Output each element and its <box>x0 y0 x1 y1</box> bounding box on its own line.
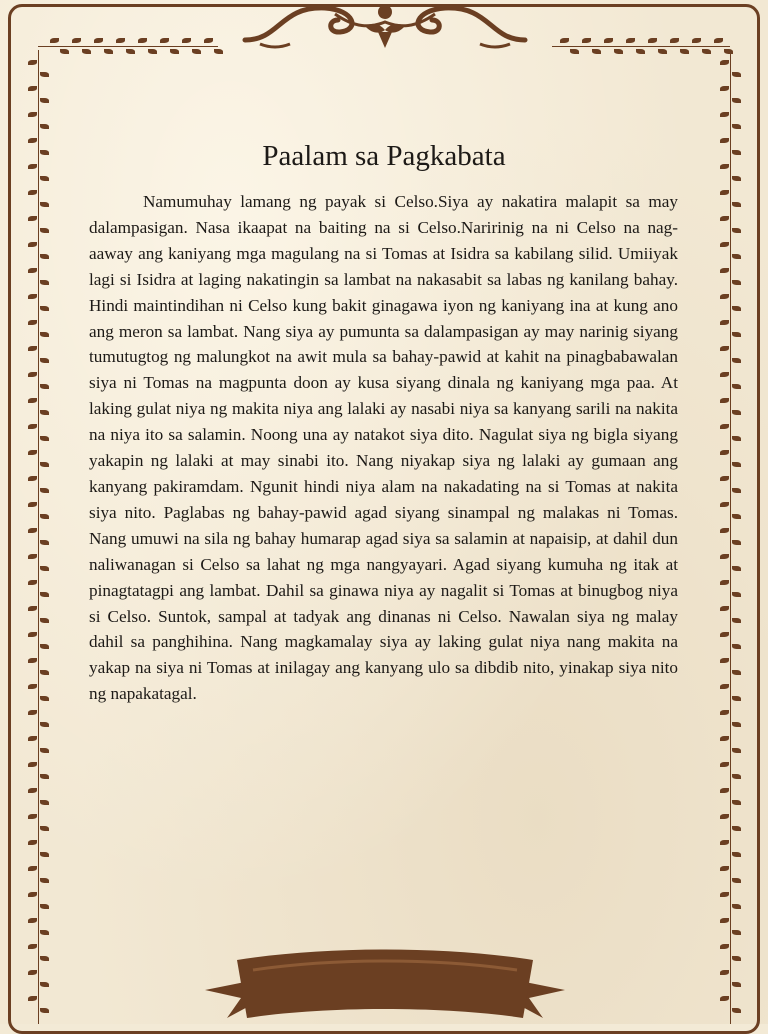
vine-leaf <box>732 436 741 441</box>
vine-leaf <box>732 124 741 129</box>
vine-leaf <box>28 606 37 611</box>
vine-leaf <box>732 852 741 857</box>
vine-leaf <box>720 788 729 793</box>
vine-leaf <box>28 190 37 195</box>
story-paragraph: Namumuhay lamang ng payak si Celso.Siya ay nakatira malapit sa may dalampasigan. Nasa ikaapat na baiting na si Celso.Naririnig na ni Celso na nag-aaway ang kaniyang mga magulang na si Tomas at Isidra sa kabilang silid. Umiiyak lagi si Isidra at laging nakatingin sa lambat na nakasabit sa labas ng kanilang bahay. Hindi maintindihan ni Celso kung bakit ginagawa iyon ng kaniyang ina at kung ano ang meron sa lambat. Nang siya ay pumunta sa dalampasigan ay may narinig siyang tumutugtog ng malungkot na awit mula sa bahay-pawid at kahit na pinagbabawalan siya ni Tomas na magpunta doon ay kusa siyang dinala ng kaniyang mga paa. At laking gulat niya ng makita niya ang lalaki ay nasabi niya sa kanyang sarili na nakita na niya ito sa salamin. Noong una ay natakot siya dito. Nagulat siya ng bigla siyang yakapin ng lalaki at may sinabi ito. Nang niyakap siya ng lalaki ay gumaan ang kanyang pakiramdam. Ngunit hindi niya alam na nakadating na si Tomas at nakita siya nito. Paglabas ng bahay-pawid agad siyang sinampal ng malakas ni Tomas. Nang umuwi na sila ng bahay humarap agad siya sa salamin at napaisip, at dahil dun naliwanagan si Celso sa lahat ng mga nangyayari. Agad siyang kumuha ng itak at pinagtatagpi ang lambat. Dahil sa ginawa niya ay nagalit si Tomas at binugbog niya si Celso. Suntok, sampal at tadyak ang dinanas ni Celso. Nawalan siya ng malay dahil sa panghihina. Nang magkamalay siya ay laking gulat niya nang makita na yakap na siya ni Tomas at inilagay ang kanyang ulo sa dibdib nito, yinakap siya nito ng napakatagal. <box>89 192 678 704</box>
vine-leaf <box>720 450 729 455</box>
vine-leaf <box>732 930 741 935</box>
vine-leaf <box>40 306 49 311</box>
floral-crest-ornament <box>240 0 530 56</box>
vine-leaf <box>28 398 37 403</box>
vine-leaf <box>692 38 701 43</box>
vine-leaf <box>116 38 125 43</box>
left-vine-border <box>38 50 39 1024</box>
vine-leaf <box>720 398 729 403</box>
vine-leaf <box>732 696 741 701</box>
vine-leaf <box>40 696 49 701</box>
vine-leaf <box>40 852 49 857</box>
right-vine-border <box>730 50 731 1024</box>
vine-leaf <box>40 1008 49 1013</box>
vine-leaf <box>720 814 729 819</box>
vine-leaf <box>28 814 37 819</box>
vine-leaf <box>40 358 49 363</box>
vine-leaf <box>40 566 49 571</box>
vine-leaf <box>28 970 37 975</box>
vine-leaf <box>702 49 711 54</box>
vine-leaf <box>732 280 741 285</box>
vine-leaf <box>626 38 635 43</box>
vine-leaf <box>732 332 741 337</box>
vine-leaf <box>732 592 741 597</box>
vine-leaf <box>40 878 49 883</box>
vine-leaf <box>720 762 729 767</box>
vine-leaf <box>720 294 729 299</box>
ribbon-banner-ornament <box>205 948 565 1024</box>
vine-leaf <box>170 49 179 54</box>
vine-leaf <box>732 358 741 363</box>
vine-leaf <box>28 320 37 325</box>
vine-leaf <box>40 930 49 935</box>
vine-leaf <box>720 970 729 975</box>
vine-leaf <box>40 800 49 805</box>
vine-leaf <box>28 450 37 455</box>
vine-leaf <box>670 38 679 43</box>
vine-leaf <box>732 384 741 389</box>
vine-leaf <box>40 514 49 519</box>
vine-leaf <box>28 242 37 247</box>
vine-leaf <box>732 98 741 103</box>
vine-leaf <box>720 528 729 533</box>
vine-leaf <box>28 918 37 923</box>
vine-leaf <box>636 49 645 54</box>
vine-leaf <box>732 514 741 519</box>
vine-leaf <box>28 788 37 793</box>
vine-leaf <box>40 436 49 441</box>
vine-leaf <box>28 658 37 663</box>
vine-leaf <box>732 254 741 259</box>
vine-leaf <box>732 644 741 649</box>
vine-leaf <box>732 566 741 571</box>
vine-leaf <box>40 410 49 415</box>
vine-leaf <box>658 49 667 54</box>
vine-leaf <box>28 684 37 689</box>
vine-leaf <box>28 710 37 715</box>
vine-leaf <box>40 488 49 493</box>
vine-leaf <box>40 384 49 389</box>
vine-leaf <box>40 202 49 207</box>
vine-leaf <box>720 866 729 871</box>
vine-leaf <box>28 944 37 949</box>
vine-leaf <box>192 49 201 54</box>
vine-leaf <box>560 38 569 43</box>
vine-leaf <box>40 540 49 545</box>
top-left-vine-border <box>38 46 218 47</box>
vine-leaf <box>28 736 37 741</box>
vine-leaf <box>28 346 37 351</box>
vine-leaf <box>720 736 729 741</box>
vine-leaf <box>28 86 37 91</box>
vine-leaf <box>604 38 613 43</box>
vine-leaf <box>720 944 729 949</box>
vine-leaf <box>50 38 59 43</box>
vine-leaf <box>732 618 741 623</box>
vine-leaf <box>720 112 729 117</box>
vine-leaf <box>582 38 591 43</box>
vine-leaf <box>732 488 741 493</box>
vine-leaf <box>720 684 729 689</box>
vine-leaf <box>720 424 729 429</box>
vine-leaf <box>40 280 49 285</box>
vine-leaf <box>40 592 49 597</box>
vine-leaf <box>732 722 741 727</box>
vine-leaf <box>160 38 169 43</box>
vine-leaf <box>720 216 729 221</box>
vine-leaf <box>94 38 103 43</box>
vine-leaf <box>732 982 741 987</box>
vine-leaf <box>720 86 729 91</box>
vine-leaf <box>72 38 81 43</box>
vine-leaf <box>720 476 729 481</box>
vine-leaf <box>60 49 69 54</box>
vine-leaf <box>720 268 729 273</box>
vine-leaf <box>720 710 729 715</box>
vine-leaf <box>648 38 657 43</box>
vine-leaf <box>28 554 37 559</box>
vine-leaf <box>40 72 49 77</box>
top-right-vine-border <box>552 46 730 47</box>
vine-leaf <box>28 60 37 65</box>
vine-leaf <box>720 580 729 585</box>
vine-leaf <box>720 554 729 559</box>
vine-leaf <box>732 748 741 753</box>
vine-leaf <box>680 49 689 54</box>
vine-leaf <box>724 49 733 54</box>
vine-leaf <box>732 306 741 311</box>
vine-leaf <box>614 49 623 54</box>
vine-leaf <box>720 996 729 1001</box>
vine-leaf <box>126 49 135 54</box>
vine-leaf <box>732 72 741 77</box>
vine-leaf <box>720 320 729 325</box>
vine-leaf <box>732 904 741 909</box>
vine-leaf <box>214 49 223 54</box>
vine-leaf <box>28 294 37 299</box>
vine-leaf <box>40 644 49 649</box>
vine-leaf <box>28 528 37 533</box>
vine-leaf <box>720 346 729 351</box>
vine-leaf <box>720 372 729 377</box>
vine-leaf <box>732 878 741 883</box>
vine-leaf <box>714 38 723 43</box>
vine-leaf <box>40 748 49 753</box>
vine-leaf <box>28 840 37 845</box>
vine-leaf <box>732 462 741 467</box>
vine-leaf <box>720 606 729 611</box>
vine-leaf <box>28 866 37 871</box>
vine-leaf <box>720 840 729 845</box>
vine-leaf <box>720 892 729 897</box>
vine-leaf <box>732 410 741 415</box>
vine-leaf <box>732 228 741 233</box>
vine-leaf <box>732 540 741 545</box>
vine-leaf <box>720 632 729 637</box>
vine-leaf <box>40 124 49 129</box>
vine-leaf <box>40 618 49 623</box>
vine-leaf <box>28 762 37 767</box>
vine-leaf <box>40 176 49 181</box>
vine-leaf <box>28 502 37 507</box>
vine-leaf <box>40 904 49 909</box>
vine-leaf <box>732 800 741 805</box>
vine-leaf <box>28 632 37 637</box>
vine-leaf <box>40 98 49 103</box>
vine-leaf <box>28 112 37 117</box>
vine-leaf <box>720 242 729 247</box>
vine-leaf <box>28 892 37 897</box>
vine-leaf <box>40 332 49 337</box>
vine-leaf <box>720 658 729 663</box>
vine-leaf <box>570 49 579 54</box>
vine-leaf <box>592 49 601 54</box>
vine-leaf <box>732 670 741 675</box>
vine-leaf <box>148 49 157 54</box>
vine-leaf <box>28 476 37 481</box>
vine-leaf <box>82 49 91 54</box>
vine-leaf <box>28 372 37 377</box>
vine-leaf <box>732 202 741 207</box>
vine-leaf <box>28 580 37 585</box>
vine-leaf <box>138 38 147 43</box>
vine-leaf <box>40 254 49 259</box>
vine-leaf <box>720 60 729 65</box>
vine-leaf <box>28 424 37 429</box>
vine-leaf <box>720 918 729 923</box>
vine-leaf <box>28 996 37 1001</box>
vine-leaf <box>40 228 49 233</box>
vine-leaf <box>720 190 729 195</box>
vine-leaf <box>40 462 49 467</box>
vine-leaf <box>720 502 729 507</box>
vine-leaf <box>40 774 49 779</box>
vine-leaf <box>732 176 741 181</box>
vine-leaf <box>732 774 741 779</box>
vine-leaf <box>732 956 741 961</box>
vine-leaf <box>104 49 113 54</box>
vine-leaf <box>182 38 191 43</box>
document-title: Paalam sa Pagkabata <box>262 140 506 172</box>
vine-leaf <box>40 982 49 987</box>
vine-leaf <box>732 826 741 831</box>
vine-leaf <box>40 670 49 675</box>
vine-leaf <box>40 722 49 727</box>
vine-leaf <box>40 956 49 961</box>
vine-leaf <box>40 826 49 831</box>
vine-leaf <box>732 1008 741 1013</box>
vine-leaf <box>204 38 213 43</box>
vine-leaf <box>28 216 37 221</box>
vine-leaf <box>28 268 37 273</box>
